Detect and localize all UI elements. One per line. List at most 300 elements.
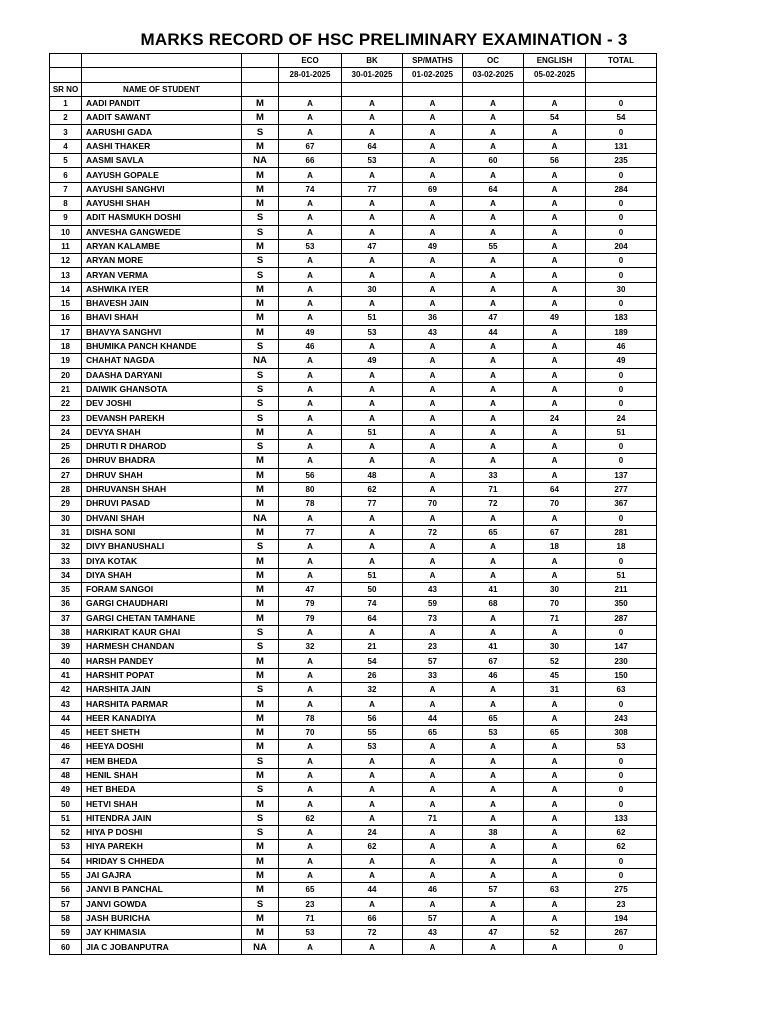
english-mark-cell: 45 (524, 668, 586, 682)
sr-no-cell: 57 (50, 897, 82, 911)
eco-mark-cell: A (279, 397, 342, 411)
sr-no-cell: 15 (50, 297, 82, 311)
maths-mark-cell: A (403, 254, 463, 268)
table-row (50, 854, 657, 868)
total-cell: 243 (586, 711, 657, 725)
sr-no-cell: 58 (50, 911, 82, 925)
oc-mark-cell: A (463, 368, 524, 382)
maths-mark-cell: A (403, 868, 463, 882)
table-row (50, 168, 657, 182)
oc-mark-cell: A (463, 354, 524, 368)
maths-mark-cell: A (403, 354, 463, 368)
total-cell: 0 (586, 96, 657, 110)
header-date-eco: 28-01-2025 (279, 68, 342, 82)
eco-mark-cell: A (279, 540, 342, 554)
maths-mark-cell: 71 (403, 811, 463, 825)
oc-mark-cell: A (463, 625, 524, 639)
maths-mark-cell: 65 (403, 725, 463, 739)
sr-no-cell: 31 (50, 525, 82, 539)
eco-mark-cell: A (279, 382, 342, 396)
english-mark-cell: A (524, 196, 586, 210)
sr-no-cell: 43 (50, 697, 82, 711)
bk-mark-cell: 53 (342, 740, 403, 754)
total-cell: 281 (586, 525, 657, 539)
oc-mark-cell: 41 (463, 640, 524, 654)
sr-no-cell: 7 (50, 182, 82, 196)
student-name-cell: DIYA SHAH (82, 568, 242, 582)
oc-mark-cell: 41 (463, 582, 524, 596)
table-row (50, 225, 657, 239)
category-cell: M (242, 282, 279, 296)
category-cell: M (242, 868, 279, 882)
student-name-cell: HENIL SHAH (82, 768, 242, 782)
total-cell: 194 (586, 911, 657, 925)
eco-mark-cell: A (279, 840, 342, 854)
eco-mark-cell: 80 (279, 482, 342, 496)
category-cell: M (242, 425, 279, 439)
eco-mark-cell: A (279, 740, 342, 754)
category-cell: M (242, 725, 279, 739)
total-cell: 62 (586, 840, 657, 854)
category-cell: M (242, 111, 279, 125)
table-row (50, 268, 657, 282)
oc-mark-cell: A (463, 382, 524, 396)
oc-mark-cell: A (463, 211, 524, 225)
student-name-cell: HIYA P DOSHI (82, 826, 242, 840)
eco-mark-cell: A (279, 511, 342, 525)
maths-mark-cell: A (403, 425, 463, 439)
eco-mark-cell: A (279, 111, 342, 125)
eco-mark-cell: A (279, 96, 342, 110)
header-empty-cell (82, 68, 242, 82)
table-row (50, 511, 657, 525)
total-cell: 137 (586, 468, 657, 482)
bk-mark-cell: 64 (342, 139, 403, 153)
oc-mark-cell: 55 (463, 239, 524, 253)
oc-mark-cell: 44 (463, 325, 524, 339)
eco-mark-cell: 47 (279, 582, 342, 596)
table-row (50, 211, 657, 225)
total-cell: 0 (586, 797, 657, 811)
header-empty-cell (524, 82, 586, 96)
total-cell: 0 (586, 254, 657, 268)
sr-no-cell: 1 (50, 96, 82, 110)
sr-no-cell: 9 (50, 211, 82, 225)
maths-mark-cell: A (403, 783, 463, 797)
oc-mark-cell: A (463, 196, 524, 210)
maths-mark-cell: 44 (403, 711, 463, 725)
eco-mark-cell: A (279, 668, 342, 682)
sr-no-cell: 47 (50, 754, 82, 768)
english-mark-cell: A (524, 339, 586, 353)
student-name-cell: HETVI SHAH (82, 797, 242, 811)
student-name-cell: JAY KHIMASIA (82, 926, 242, 940)
sr-no-cell: 42 (50, 683, 82, 697)
sr-no-cell: 60 (50, 940, 82, 954)
total-cell: 0 (586, 511, 657, 525)
table-row (50, 540, 657, 554)
english-mark-cell: A (524, 425, 586, 439)
oc-mark-cell: 67 (463, 654, 524, 668)
english-mark-cell: A (524, 168, 586, 182)
eco-mark-cell: A (279, 683, 342, 697)
table-row (50, 354, 657, 368)
english-mark-cell: 31 (524, 683, 586, 697)
student-name-cell: FORAM SANGOI (82, 582, 242, 596)
table-row (50, 740, 657, 754)
student-name-cell: HEM BHEDA (82, 754, 242, 768)
student-name-cell: HARMESH CHANDAN (82, 640, 242, 654)
oc-mark-cell: A (463, 268, 524, 282)
table-row (50, 397, 657, 411)
total-cell: 350 (586, 597, 657, 611)
bk-mark-cell: 30 (342, 282, 403, 296)
category-cell: NA (242, 940, 279, 954)
oc-mark-cell: A (463, 897, 524, 911)
header-date-maths: 01-02-2025 (403, 68, 463, 82)
student-name-cell: HEET SHETH (82, 725, 242, 739)
student-name-cell: GARGI CHETAN TAMHANE (82, 611, 242, 625)
oc-mark-cell: 47 (463, 926, 524, 940)
category-cell: M (242, 797, 279, 811)
header-subject-bk: BK (342, 54, 403, 68)
bk-mark-cell: A (342, 196, 403, 210)
eco-mark-cell: A (279, 297, 342, 311)
student-name-cell: HEEYA DOSHI (82, 740, 242, 754)
english-mark-cell: A (524, 440, 586, 454)
header-subject-english: ENGLISH (524, 54, 586, 68)
table-row (50, 840, 657, 854)
student-name-cell: DHRUTI R DHAROD (82, 440, 242, 454)
total-cell: 0 (586, 196, 657, 210)
student-name-cell: HARSHITA JAIN (82, 683, 242, 697)
sr-no-cell: 46 (50, 740, 82, 754)
table-row (50, 725, 657, 739)
english-mark-cell: A (524, 740, 586, 754)
header-subject-oc: OC (463, 54, 524, 68)
table-row (50, 525, 657, 539)
english-mark-cell: A (524, 826, 586, 840)
category-cell: S (242, 397, 279, 411)
bk-mark-cell: 64 (342, 611, 403, 625)
bk-mark-cell: A (342, 111, 403, 125)
header-empty-cell (242, 68, 279, 82)
category-cell: M (242, 239, 279, 253)
english-mark-cell: 63 (524, 883, 586, 897)
table-row (50, 654, 657, 668)
maths-mark-cell: 57 (403, 654, 463, 668)
total-cell: 267 (586, 926, 657, 940)
oc-mark-cell: A (463, 783, 524, 797)
english-mark-cell: A (524, 625, 586, 639)
english-mark-cell: A (524, 854, 586, 868)
maths-mark-cell: 46 (403, 883, 463, 897)
maths-mark-cell: A (403, 897, 463, 911)
oc-mark-cell: A (463, 811, 524, 825)
english-mark-cell: A (524, 897, 586, 911)
table-row (50, 297, 657, 311)
table-row (50, 668, 657, 682)
english-mark-cell: 64 (524, 482, 586, 496)
category-cell: S (242, 754, 279, 768)
english-mark-cell: A (524, 911, 586, 925)
bk-mark-cell: A (342, 511, 403, 525)
sr-no-cell: 5 (50, 154, 82, 168)
oc-mark-cell: A (463, 411, 524, 425)
eco-mark-cell: A (279, 854, 342, 868)
header-empty-cell (403, 82, 463, 96)
total-cell: 0 (586, 754, 657, 768)
total-cell: 211 (586, 582, 657, 596)
total-cell: 0 (586, 868, 657, 882)
english-mark-cell: 24 (524, 411, 586, 425)
table-row (50, 125, 657, 139)
total-cell: 24 (586, 411, 657, 425)
maths-mark-cell: A (403, 482, 463, 496)
category-cell: S (242, 625, 279, 639)
sr-no-cell: 19 (50, 354, 82, 368)
english-mark-cell: 30 (524, 582, 586, 596)
student-name-cell: DIVY BHANUSHALI (82, 540, 242, 554)
maths-mark-cell: A (403, 125, 463, 139)
category-cell: M (242, 454, 279, 468)
eco-mark-cell: A (279, 211, 342, 225)
header-date-total (586, 68, 657, 82)
header-date-bk: 30-01-2025 (342, 68, 403, 82)
oc-mark-cell: A (463, 225, 524, 239)
sr-no-cell: 39 (50, 640, 82, 654)
bk-mark-cell: A (342, 454, 403, 468)
bk-mark-cell: 44 (342, 883, 403, 897)
table-row (50, 468, 657, 482)
english-mark-cell: A (524, 211, 586, 225)
english-mark-cell: 52 (524, 926, 586, 940)
sr-no-cell: 22 (50, 397, 82, 411)
maths-mark-cell: A (403, 468, 463, 482)
table-row (50, 497, 657, 511)
bk-mark-cell: 55 (342, 725, 403, 739)
student-name-cell: HARKIRAT KAUR GHAI (82, 625, 242, 639)
category-cell: S (242, 382, 279, 396)
total-cell: 131 (586, 139, 657, 153)
total-cell: 0 (586, 297, 657, 311)
oc-mark-cell: 65 (463, 711, 524, 725)
bk-mark-cell: 49 (342, 354, 403, 368)
bk-mark-cell: 24 (342, 826, 403, 840)
category-cell: S (242, 783, 279, 797)
oc-mark-cell: A (463, 440, 524, 454)
eco-mark-cell: A (279, 868, 342, 882)
eco-mark-cell: A (279, 354, 342, 368)
eco-mark-cell: A (279, 411, 342, 425)
eco-mark-cell: 79 (279, 611, 342, 625)
eco-mark-cell: A (279, 282, 342, 296)
oc-mark-cell: A (463, 740, 524, 754)
bk-mark-cell: A (342, 125, 403, 139)
maths-mark-cell: A (403, 768, 463, 782)
category-cell: S (242, 339, 279, 353)
header-row-subjects (50, 54, 657, 68)
eco-mark-cell: 56 (279, 468, 342, 482)
english-mark-cell: A (524, 768, 586, 782)
student-name-cell: ARYAN KALAMBE (82, 239, 242, 253)
category-cell: M (242, 840, 279, 854)
student-name-cell: AAYUSHI SHAH (82, 196, 242, 210)
eco-mark-cell: 62 (279, 811, 342, 825)
category-cell: S (242, 211, 279, 225)
header-total: TOTAL (586, 54, 657, 68)
sr-no-cell: 44 (50, 711, 82, 725)
table-row (50, 940, 657, 954)
eco-mark-cell: 74 (279, 182, 342, 196)
eco-mark-cell: 23 (279, 897, 342, 911)
category-cell: M (242, 911, 279, 925)
english-mark-cell: A (524, 282, 586, 296)
oc-mark-cell: 33 (463, 468, 524, 482)
student-name-cell: DEVYA SHAH (82, 425, 242, 439)
table-row (50, 454, 657, 468)
bk-mark-cell: A (342, 254, 403, 268)
student-name-cell: ASHWIKA IYER (82, 282, 242, 296)
bk-mark-cell: A (342, 96, 403, 110)
total-cell: 51 (586, 425, 657, 439)
bk-mark-cell: 51 (342, 425, 403, 439)
header-sr-no: SR NO (50, 82, 82, 96)
maths-mark-cell: 59 (403, 597, 463, 611)
total-cell: 0 (586, 440, 657, 454)
table-row (50, 282, 657, 296)
total-cell: 49 (586, 354, 657, 368)
english-mark-cell: A (524, 468, 586, 482)
bk-mark-cell: A (342, 397, 403, 411)
sr-no-cell: 16 (50, 311, 82, 325)
english-mark-cell: 56 (524, 154, 586, 168)
student-name-cell: HITENDRA JAIN (82, 811, 242, 825)
table-row (50, 597, 657, 611)
total-cell: 0 (586, 268, 657, 282)
oc-mark-cell: A (463, 540, 524, 554)
student-name-cell: HARSHIT POPAT (82, 668, 242, 682)
eco-mark-cell: A (279, 625, 342, 639)
maths-mark-cell: 49 (403, 239, 463, 253)
oc-mark-cell: A (463, 297, 524, 311)
student-name-cell: JANVI GOWDA (82, 897, 242, 911)
oc-mark-cell: A (463, 683, 524, 697)
bk-mark-cell: A (342, 297, 403, 311)
eco-mark-cell: A (279, 768, 342, 782)
bk-mark-cell: 62 (342, 840, 403, 854)
eco-mark-cell: A (279, 225, 342, 239)
oc-mark-cell: A (463, 339, 524, 353)
maths-mark-cell: A (403, 754, 463, 768)
header-subject-eco: ECO (279, 54, 342, 68)
oc-mark-cell: A (463, 940, 524, 954)
maths-mark-cell: A (403, 740, 463, 754)
maths-mark-cell: A (403, 840, 463, 854)
total-cell: 18 (586, 540, 657, 554)
category-cell: M (242, 597, 279, 611)
maths-mark-cell: A (403, 826, 463, 840)
header-empty-cell (50, 68, 82, 82)
header-subject-maths: SP/MATHS (403, 54, 463, 68)
oc-mark-cell: A (463, 868, 524, 882)
category-cell: M (242, 196, 279, 210)
oc-mark-cell: A (463, 854, 524, 868)
sr-no-cell: 30 (50, 511, 82, 525)
bk-mark-cell: A (342, 225, 403, 239)
english-mark-cell: A (524, 811, 586, 825)
student-name-cell: DEVANSH PAREKH (82, 411, 242, 425)
oc-mark-cell: A (463, 611, 524, 625)
header-row-dates (50, 68, 657, 82)
category-cell: S (242, 368, 279, 382)
bk-mark-cell: A (342, 368, 403, 382)
sr-no-cell: 34 (50, 568, 82, 582)
total-cell: 63 (586, 683, 657, 697)
student-name-cell: HARSH PANDEY (82, 654, 242, 668)
eco-mark-cell: A (279, 568, 342, 582)
total-cell: 0 (586, 454, 657, 468)
bk-mark-cell: 51 (342, 311, 403, 325)
sr-no-cell: 6 (50, 168, 82, 182)
total-cell: 0 (586, 225, 657, 239)
sr-no-cell: 36 (50, 597, 82, 611)
eco-mark-cell: A (279, 196, 342, 210)
category-cell: M (242, 740, 279, 754)
maths-mark-cell: A (403, 511, 463, 525)
maths-mark-cell: A (403, 225, 463, 239)
category-cell: S (242, 897, 279, 911)
student-name-cell: DAASHA DARYANI (82, 368, 242, 382)
total-cell: 147 (586, 640, 657, 654)
bk-mark-cell: 77 (342, 497, 403, 511)
sr-no-cell: 23 (50, 411, 82, 425)
header-empty-cell (242, 82, 279, 96)
bk-mark-cell: 32 (342, 683, 403, 697)
student-name-cell: AAYUSH GOPALE (82, 168, 242, 182)
table-row (50, 254, 657, 268)
oc-mark-cell: A (463, 111, 524, 125)
maths-mark-cell: A (403, 854, 463, 868)
oc-mark-cell: 60 (463, 154, 524, 168)
sr-no-cell: 21 (50, 382, 82, 396)
bk-mark-cell: A (342, 625, 403, 639)
oc-mark-cell: 53 (463, 725, 524, 739)
maths-mark-cell: 33 (403, 668, 463, 682)
category-cell: M (242, 554, 279, 568)
bk-mark-cell: A (342, 339, 403, 353)
table-row (50, 325, 657, 339)
table-row (50, 926, 657, 940)
sr-no-cell: 28 (50, 482, 82, 496)
category-cell: M (242, 525, 279, 539)
header-empty-cell (50, 54, 82, 68)
table-row (50, 239, 657, 253)
category-cell: S (242, 640, 279, 654)
student-name-cell: CHAHAT NAGDA (82, 354, 242, 368)
english-mark-cell: A (524, 368, 586, 382)
oc-mark-cell: A (463, 554, 524, 568)
english-mark-cell: A (524, 382, 586, 396)
student-name-cell: JAI GAJRA (82, 868, 242, 882)
table-row (50, 154, 657, 168)
eco-mark-cell: A (279, 697, 342, 711)
eco-mark-cell: A (279, 311, 342, 325)
eco-mark-cell: A (279, 654, 342, 668)
student-name-cell: BHUMIKA PANCH KHANDE (82, 339, 242, 353)
category-cell: M (242, 854, 279, 868)
total-cell: 0 (586, 382, 657, 396)
